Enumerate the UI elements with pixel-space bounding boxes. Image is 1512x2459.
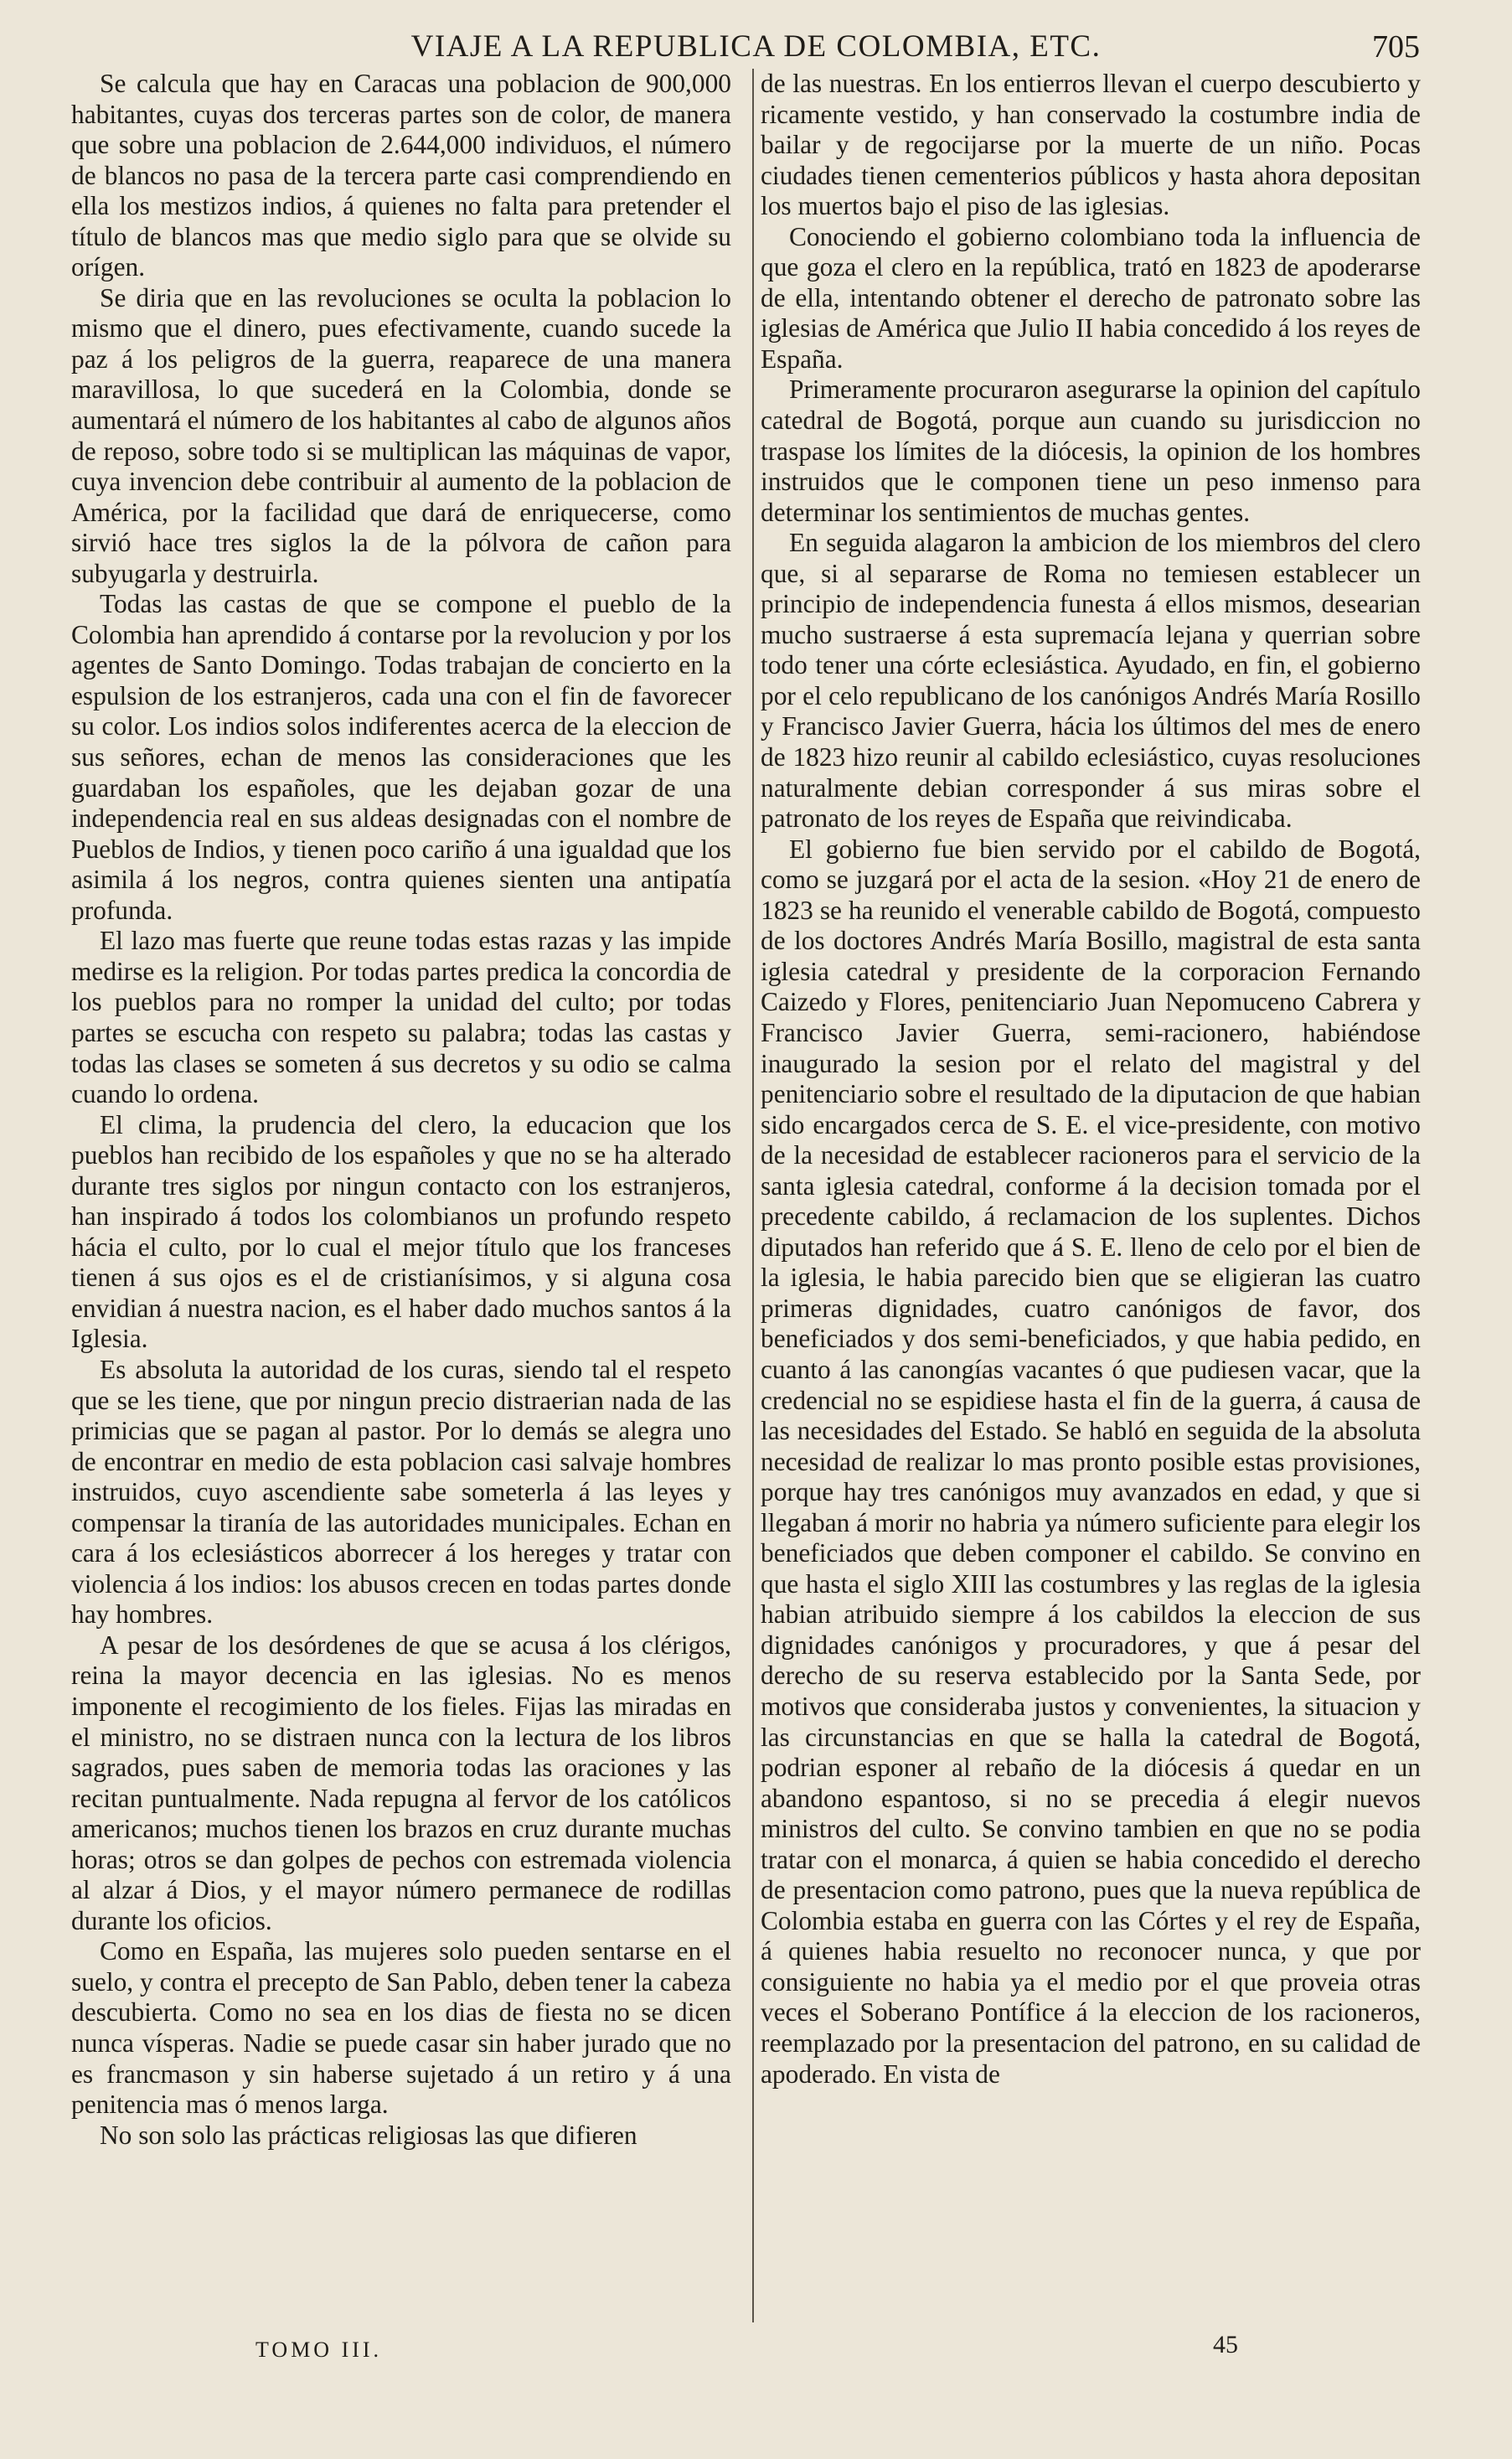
paragraph: de las nuestras. En los entierros llevan el cuerpo descubierto y ricamente vestido, y han conservado la costumbre india de bailar y de regocijarse por la muerte de un niño. Pocas ciudades tienen cementerios públicos y hasta ahora depositan los muertos bajo el piso de las iglesias. (761, 69, 1421, 221)
paragraph: Conociendo el gobierno colombiano toda la influencia de que goza el clero en la república, trató en 1823 de apoderarse de ella, intentando obtener el derecho de patronato sobre las iglesias de América que Julio II habia concedido á los reyes de España. (761, 221, 1421, 374)
column-divider (752, 69, 754, 2322)
paragraph: Todas las castas de que se compone el pueblo de la Colombia han aprendido á contarse por la revolucion y por los agentes de Santo Domingo. Todas trabajan de concierto en la espulsion de los estranjeros, cada una con el fin de favorecer su color. Los indios solos indiferentes acerca de la eleccion de sus señores, echan de menos las consideraciones que les guardaban los españoles, que les dejaban gozar de una independencia real en sus aldeas designadas con el nombre de Pueblos de Indios, y tienen poco cariño á una igualdad que los asimila á los negros, contra quienes sienten una antipatía profunda. (71, 589, 731, 925)
paragraph: El clima, la prudencia del clero, la educacion que los pueblos han recibido de los españoles y que no se ha alterado durante tres siglos por ningun contacto con los estranjeros, han inspirado á todos los colombianos un profundo respeto hácia el culto, por lo cual el mejor título que los franceses tienen á sus ojos es el de cristianísimos, y si alguna cosa envidian á nuestra nacion, es el haber dado muchos santos á la Iglesia. (71, 1109, 731, 1354)
right-column (761, 69, 1421, 2090)
page-header (0, 28, 1512, 70)
signature-mark: 45 (1213, 2331, 1238, 2358)
page-footer (0, 2331, 1512, 2379)
paragraph: En seguida alagaron la ambicion de los miembros del clero que, si al separarse de Roma no temiesen establecer un principio de independencia funesta á ellos mismos, desearian mucho sustraerse á esta supremacía lejana y querrian sobre todo tener una córte eclesiástica. Ayudado, en fin, el gobierno por el celo republicano de los canónigos Andrés María Rosillo y Francisco Javier Guerra, hácia los últimos del mes de enero de 1823 hizo reunir al cabildo eclesiástico, cuyas resoluciones naturalmente debian corresponder á sus miras sobre el patronato de los reyes de España que reivindicaba. (761, 528, 1421, 834)
paragraph: El lazo mas fuerte que reune todas estas razas y las impide medirse es la religion. Por todas partes predica la concordia de los pueblos para no romper la unidad del culto; por todas partes se escucha con respeto su palabra; todas las castas y todas las clases se someten á sus decretos y su odio se calma cuando lo ordena. (71, 926, 731, 1109)
paragraph: Como en España, las mujeres solo pueden sentarse en el suelo, y contra el precepto de San Pablo, deben tener la cabeza descubierta. Como no sea en los dias de fiesta no se dicen nunca vísperas. Nadie se puede casar sin haber jurado que no es francmason y sin haberse sujetado á un retiro y á una penitencia mas ó menos larga. (71, 1936, 731, 2120)
paragraph: Se diria que en las revoluciones se oculta la poblacion lo mismo que el dinero, pues efectivamente, cuando sucede la paz á los peligros de la guerra, reaparece de una manera maravillosa, lo que sucederá en la Colombia, donde se aumentará el número de los habitantes al cabo de algunos años de reposo, sobre todo si se multiplican las máquinas de vapor, cuya invencion debe contribuir al aumento de la poblacion de América, por la facilidad que dará de enriquecerse, como sirvió hace tres siglos la de la pólvora de cañon para subyugarla y destruirla. (71, 282, 731, 588)
paragraph: A pesar de los desórdenes de que se acusa á los clérigos, reina la mayor decencia en las iglesias. No es menos imponente el recogimiento de los fieles. Fijas las miradas en el ministro, no se distraen nunca con la lectura de los libros sagrados, pues saben de memoria todas las oraciones y las recitan puntualmente. Nada repugna al fervor de los católicos americanos; muchos tienen los brazos en cruz durante muchas horas; otros se dan golpes de pechos con estremada violencia al alzar á Dios, y el mayor número permanece de rodillas durante los oficios. (71, 1630, 731, 1935)
paragraph: No son solo las prácticas religiosas las que difieren (100, 2120, 637, 2150)
paragraph: Se calcula que hay en Caracas una poblacion de 900,000 habitantes, cuyas dos terceras partes son de color, de manera que sobre una poblacion de 2.644,000 individuos, el número de blancos no pasa de la tercera parte casi comprendiendo en ella los mestizos indios, á quienes no falta para pretender el título de blancos mas que medio siglo para que se olvide su orígen. (71, 69, 731, 282)
volume-label: TOMO III. (255, 2338, 383, 2362)
left-column (71, 69, 731, 2151)
paragraph: Primeramente procuraron asegurarse la opinion del capítulo catedral de Bogotá, porque aun cuando su jurisdiccion no traspase los límites de la diócesis, la opinion de los hombres instruidos que le componen tiene un peso inmenso para determinar los sentimientos de muchas gentes. (761, 375, 1421, 527)
paragraph: El gobierno fue bien servido por el cabildo de Bogotá, como se juzgará por el acta de la sesion. «Hoy 21 de enero de 1823 se ha reunido el venerable cabildo de Bogotá, compuesto de los doctores Andrés María Bosillo, magistral de esta santa iglesia catedral y presidente de la corporacion Fernando Caizedo y Flores, penitenciario Juan Nepomuceno Cabrera y Francisco Javier Guerra, semi-racionero, habiéndose inaugurado la sesion por el relato del magistral y del penitenciario sobre el resultado de la diputacion de que habian sido encargados cerca de S. E. el vice-presidente, con motivo de la necesidad de establecer racioneros para el servicio de la santa iglesia catedral, conforme á la decision tomada por el precedente cabildo, á reclamacion de los suplentes. Dichos diputados han referido que á S. E. lleno de celo por el bien de la iglesia, le habia parecido bien que se eligieran las cuatro primeras dignidades, cuatro canónigos de favor, dos beneficiados y dos semi-beneficiados, y que habia pedido, en cuanto á las canongías vacantes ó que pudiesen vacar, que la credencial no se espidiese hasta el fin de la guerra, á causa de las necesidades del Estado. Se habló en seguida de la absoluta necesidad de realizar lo mas pronto posible estas provisiones, porque hay tres canónigos muy avanzados en edad, y que si llegaban á morir no habria ya número suficiente para elegir los beneficiados que deben componer el cabildo. Se convino en que hasta el siglo XIII las costumbres y las reglas de la iglesia habian atribuido siempre á los cabildos la eleccion de sus dignidades canónigos y procuradores, y que á pesar del derecho de su reserva establecido por la Santa Sede, por motivos que consideraba justos y convenientes, la situacion y las circunstancias en que se halla la catedral de Bogotá, podrian esponer al rebaño de la diócesis á quedar en un abandono espantoso, si no se precedia á elegir nuevos ministros del culto. Se convino tambien en que no se podia tratar con el monarca, á quien se habia concedido el derecho de presentacion como patrono, pues que la nueva república de Colombia estaba en guerra con las Córtes y el rey de España, á quienes habia resuelto no reconocer nunca, y que por consiguiente no habia ya el medio por el que proveia otras veces el Soberano Pontífice á la eleccion de los racioneros, reemplazado por la presentacion del patrono, en su calidad de apoderado. En vista de (761, 834, 1421, 2089)
page-number: 705 (1372, 29, 1420, 65)
paragraph: Es absoluta la autoridad de los curas, siendo tal el respeto que se les tiene, que por ningun precio distraerian nada de las primicias que se pagan al pastor. Por lo demás se alegra uno de encontrar en medio de esta poblacion casi salvaje hombres instruidos, cuyo ascendiente sabe someterla á las leyes y compensar la tiranía de las autoridades municipales. Echan en cara á los eclesiásticos aborrecer á los hereges y tratar con violencia á los indios: los abusos crecen en todas partes donde hay hombres. (71, 1354, 731, 1630)
running-title: VIAJE A LA REPUBLICA DE COLOMBIA, ETC. (410, 29, 1102, 64)
